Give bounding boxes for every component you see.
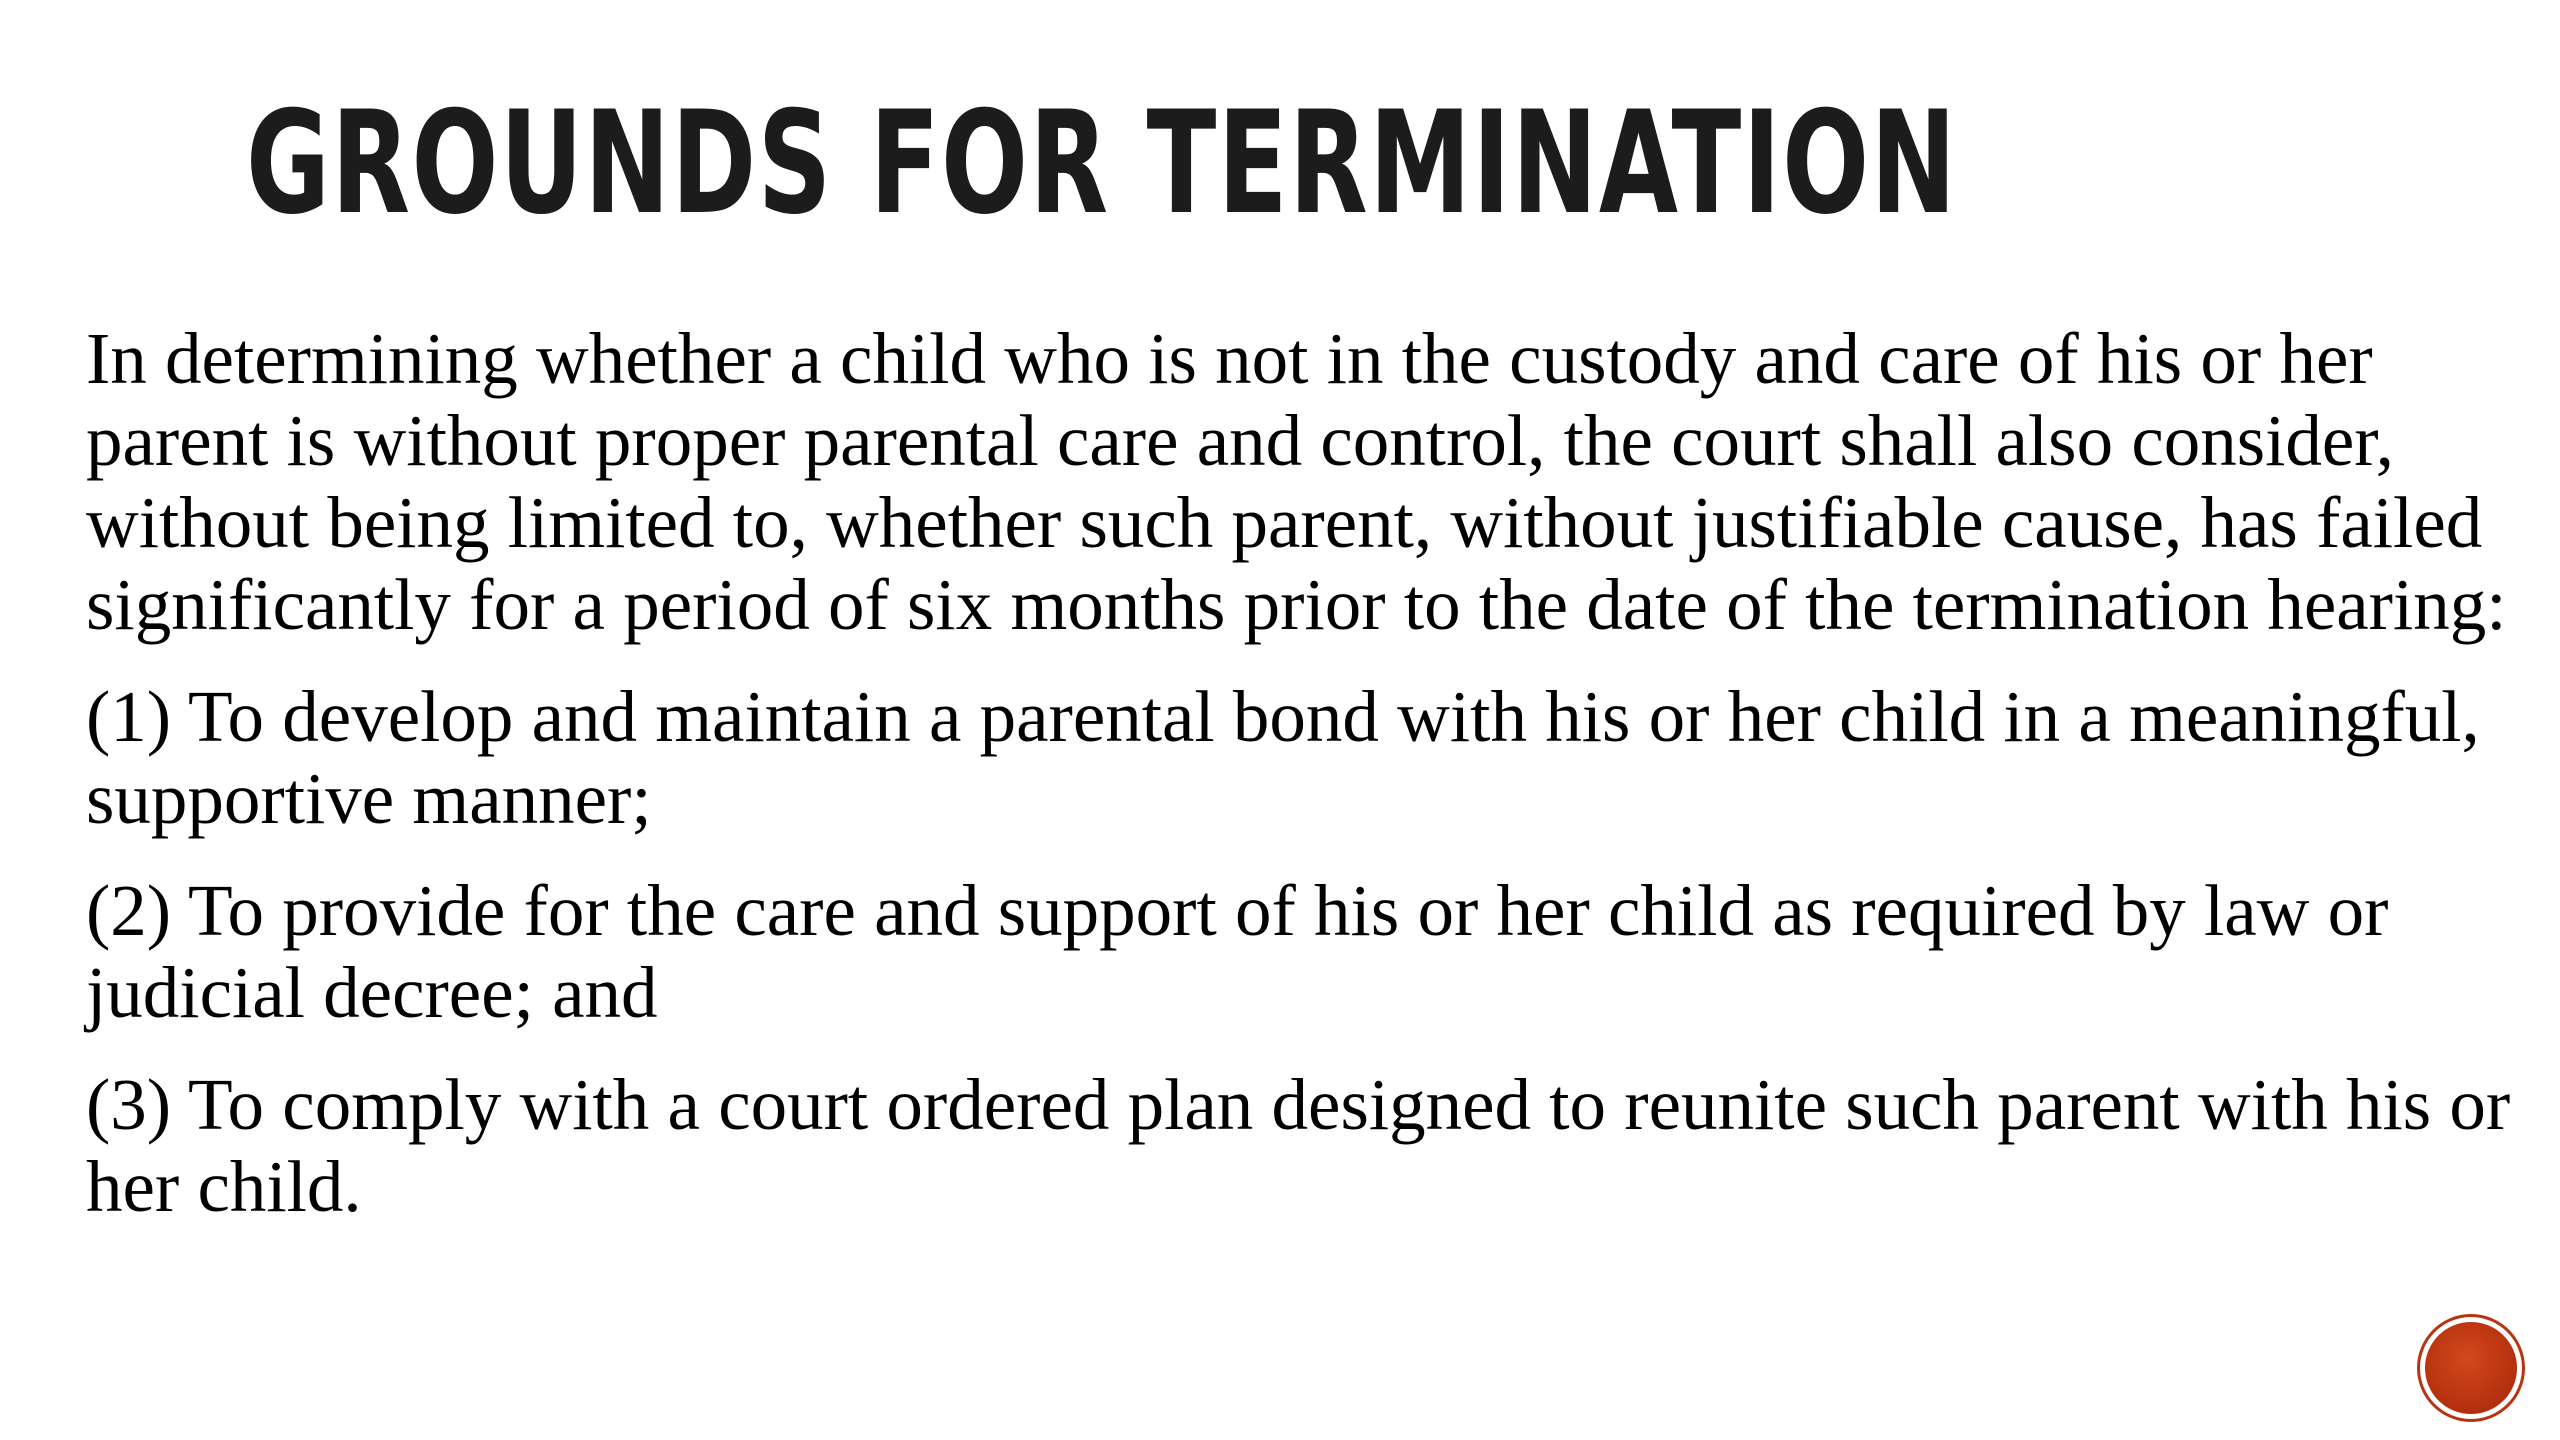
list-item-3: (3) To comply with a court ordered plan designed to reunite such parent with his or her child. bbox=[86, 1064, 2511, 1227]
slide-body bbox=[86, 318, 2526, 1258]
intro-paragraph: In determining whether a child who is not in the custody and care of his or her parent is without proper parental care and control, the court shall also consider, without being limited to, whether such parent, without justifiable cause, has failed significantly for a period of six months prior to the date of the termination hearing: bbox=[86, 318, 2507, 645]
slide-number-badge-icon bbox=[2425, 1322, 2517, 1414]
slide-title: GROUNDS FOR TERMINATION bbox=[246, 81, 1958, 246]
list-item-2: (2) To provide for the care and support of his or her child as required by law or judicial decree; and bbox=[86, 870, 2389, 1033]
list-item-1: (1) To develop and maintain a parental bond with his or her child in a meaningful, supportive manner; bbox=[86, 676, 2480, 839]
